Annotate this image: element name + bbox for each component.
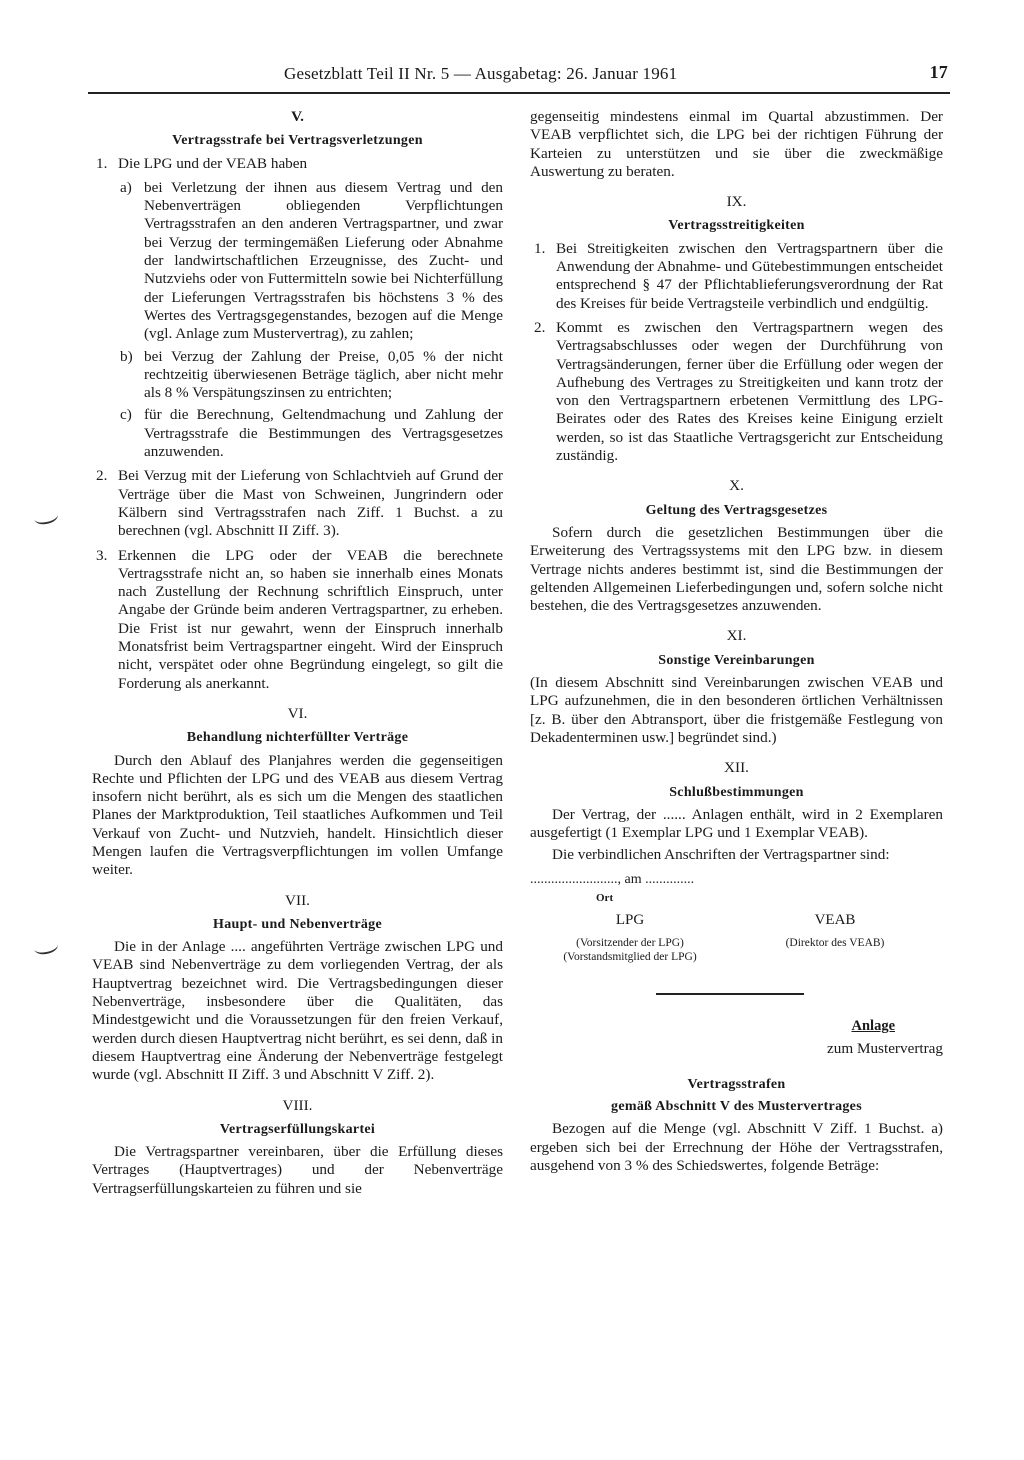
margin-check-mark [33, 508, 59, 527]
paragraph: Der Vertrag, der ...... Anlagen enthält, wird in 2 Exemplaren ausgefertigt (1 Exemplar LPG und 1 Exemplar VEAB). [530, 805, 943, 842]
section-title: Haupt- und Nebenverträge [213, 916, 382, 932]
numbered-item [92, 467, 503, 540]
section-title: Geltung des Vertragsgesetzes [645, 502, 828, 518]
section-number: XII. [724, 759, 749, 777]
right-column [530, 108, 943, 1179]
signature-label: LPG [615, 912, 645, 929]
section-title: Sonstige Vereinbarungen [658, 652, 815, 668]
signature-veab [760, 911, 910, 949]
signature-label: VEAB [814, 912, 856, 929]
numbered-item [92, 155, 503, 173]
left-column [92, 108, 503, 1202]
sub-item [118, 179, 503, 344]
numbered-item [530, 319, 943, 465]
paragraph: Die verbindlichen Anschriften der Vertragspartner sind: [552, 846, 890, 864]
item-text: Kommt es zwischen den Vertragspartnern wegen des Vertragsabschlusses oder wegen der Durchführung von Vertragsänderungen, ferner über die Erfüllung oder wegen der Aufhebung des Vertrages zu Streitigkeiten und kann trotz der von den Vertragspartnern erbetenen Vermittlung des LPG-Beirates oder des Rates des Kreises keine Einigung erzielt werden, so ist das Staatliche Vertragsgericht zur Entscheidung zuständig. [556, 318, 943, 465]
paragraph: Die Vertragspartner vereinbaren, über die Erfüllung dieses Vertrages (Hauptvertrages) und der Nebenverträge Vertragserfüllungskarteien zu führen und sie [92, 1143, 503, 1197]
place-date-line: ........................., am .............. [530, 871, 695, 887]
item-number: 2. [534, 318, 546, 336]
section-title: Vertragsstrafe bei Vertragsverletzungen [172, 133, 423, 149]
paragraph: (In diesem Abschnitt sind Vereinbarungen zwischen VEAB und LPG aufzunehmen, die in den besonderen örtlichen Verhältnissen [z. B. über den Abtransport, über die fristgemäße Festlegung von Dekadenterminen usw.] begründet sind.) [530, 674, 943, 746]
section-title: Schlußbestimmungen [669, 784, 804, 800]
appendix-title: Vertragsstrafen [687, 1076, 786, 1092]
item-number: 3. [96, 546, 108, 564]
section-number: V. [291, 108, 304, 125]
sub-item-text: bei Verletzung der ihnen aus diesem Vertrag und den Nebenverträgen obliegenden Verpflichtungen Vertragsstrafen an den anderen Vertragspartner, und zwar bei Verzug der termingemäßen Lieferung oder Abnahme der landwirtschaftlichen Erzeugnisse, des Zucht- und Nutzviehs oder von Futtermitteln sowie bei Nichterfüllung der Lieferungen Vertragsstrafen bis höchstens 3 % des Wertes des Vertragsgegenstandes, bezogen auf die Menge (vgl. Anlage zum Mustervertrag), zu zahlen; [144, 178, 503, 343]
sub-item-letter: c) [120, 406, 132, 424]
section-title: Behandlung nichterfüllter Verträge [186, 730, 409, 746]
section-title: Vertragserfüllungskartei [219, 1121, 376, 1137]
page-number: 17 [929, 62, 948, 82]
paragraph: Bezogen auf die Menge (vgl. Abschnitt V Ziff. 1 Buchst. a) ergeben sich bei der Errechnung der Höhe der Vertragsstrafen, ausgehend von 3 % des Schiedswertes, folgende Beträge: [530, 1120, 943, 1175]
divider [656, 993, 804, 995]
numbered-item [92, 547, 503, 693]
page-header [88, 62, 950, 94]
section-number: VII. [285, 891, 310, 909]
sub-item-text: für die Berechnung, Geltendmachung und Zahlung der Vertragsstrafe die Bestimmungen des Vertragsgesetzes anzuwenden. [144, 406, 503, 461]
section-title: Vertragsstreitigkeiten [668, 218, 805, 234]
section-number: VIII. [282, 1096, 313, 1114]
appendix-title: gemäß Abschnitt V des Mustervertrages [611, 1099, 862, 1115]
signature-lpg [530, 911, 730, 963]
item-number: 1. [96, 154, 108, 172]
item-number: 1. [534, 239, 546, 257]
paragraph: Sofern durch die gesetzlichen Bestimmungen über die Erweiterung des Vertragssystems mit den LPG bzw. in diesem Vertrage nichts anderes bestimmt ist, sind die Bestimmungen der geltenden Allgemeinen Lieferbedingungen und, sofern solche nicht bestehen, die des Vertragsgesetzes anzuwenden. [530, 523, 943, 615]
section-number: XI. [726, 627, 747, 645]
paragraph: gegenseitig mindestens einmal im Quartal abzustimmen. Der VEAB verpflichtet sich, die LPG bei der richtigen Führung der Karteien zu unterstützen und sie über die zweckmäßige Auswertung zu beraten. [530, 108, 943, 180]
place-label: Ort [596, 891, 614, 904]
section-number: IX. [726, 193, 747, 211]
item-number: 2. [96, 467, 108, 485]
signature-role: (Direktor des VEAB) [785, 936, 885, 949]
sub-list [92, 179, 503, 461]
section-number: VI. [287, 704, 308, 722]
sub-item-letter: a) [120, 178, 132, 196]
paragraph: Die in der Anlage .... angeführten Verträge zwischen LPG und VEAB sind Nebenverträge zu dem vorliegenden Vertrag, der als Hauptvertrag bezeichnet wird. Die Vertragsbedingungen dieser Nebenverträge, insbesondere über die Qualitäten, das Mindestgewicht und die Voraussetzungen für den freien Verkauf, werden durch diesen Hauptvertrag nicht berührt, es sei denn, daß in diesem Hauptvertrag eine Änderung der Nebenverträge festgelegt wurde (vgl. Abschnitt II Ziff. 3 und Abschnitt V Ziff. 2). [92, 938, 503, 1084]
header-title: Gesetzblatt Teil II Nr. 5 — Ausgabetag: 26. Januar 1961 [284, 64, 678, 83]
paragraph: Durch den Ablauf des Planjahres werden die gegenseitigen Rechte und Pflichten der LPG und des VEAB aus diesem Vertrag insofern nicht berührt, als es sich um die Mengen des staatlichen Planes der Marktproduktion, Teil staatliches Aufkommen und Teil Verkauf von Zucht- und Nutzvieh, handelt. Hinsichtlich dieser Mengen laufen die Vertragsverpflichtungen im vollen Umfange weiter. [92, 751, 503, 879]
numbered-item [530, 240, 943, 313]
sub-item-text: bei Verzug der Zahlung der Preise, 0,05 % der nicht rechtzeitig überwiesenen Beträge täglich, aber nicht mehr als 8 % Verspätungszinsen zu entrichten; [144, 347, 503, 402]
signature-role: (Vorstandsmitglied der LPG) [563, 950, 697, 963]
appendix-subtitle: zum Mustervertrag [827, 1039, 943, 1057]
appendix-label: Anlage [851, 1018, 895, 1035]
item-text: Bei Verzug mit der Lieferung von Schlachtvieh auf Grund der Verträge über die Mast von Schweinen, Jungrindern oder Kälbern sind Vertragsstrafen nach Ziff. 1 Buchst. a zu berechnen (vgl. Abschnitt II Ziff. 3). [118, 467, 503, 540]
signature-role: (Vorsitzender der LPG) [576, 936, 684, 949]
item-text: Bei Streitigkeiten zwischen den Vertragspartnern über die Anwendung der Abnahme- und Gütebestimmungen entscheidet entsprechend § 47 der Pflichtablieferungsverordnung der Rat des Kreises für beide Vertragsteile verbindlich und endgültig. [556, 239, 943, 312]
sub-item [118, 348, 503, 403]
item-text: Erkennen die LPG oder der VEAB die berechnete Vertragsstrafe nicht an, so haben sie innerhalb eines Monats nach Zustellung der Rechnung schriftlich Einspruch, unter Angabe der Gründe beim anderen Vertragspartner, zu erheben. Die Frist ist nur gewahrt, wenn der Einspruch innerhalb Monatsfrist beim Vertragspartner eingeht. Wird der Einspruch nicht, verspätet oder ohne Begründung eingelegt, so gilt die Forderung als anerkannt. [118, 546, 503, 692]
margin-check-mark [33, 938, 59, 957]
sub-item [118, 406, 503, 461]
signature-block [530, 911, 943, 969]
item-text: Die LPG und der VEAB haben [118, 154, 308, 172]
section-number: X. [729, 477, 744, 495]
sub-item-letter: b) [120, 347, 133, 365]
